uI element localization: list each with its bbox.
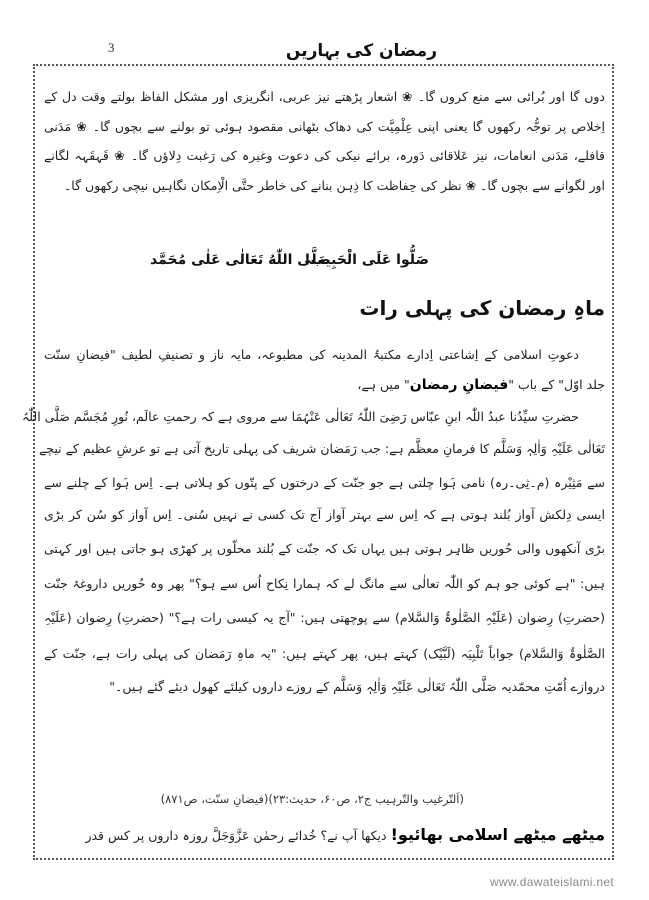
hadith-line-7: (حضرتِ) رِضوان (عَلَیْہِ الصَّلٰوۃُ وَالسَّلام) سے پوچھتی ہیں: "آج یہ کیسی رات ہے؟" (حضرتِ) رِضوان (عَلَیْہِ (44, 610, 605, 625)
hadith-line-4: ایسی دِلکش آواز بُلند ہوتی ہے کہ اِس سے بہتر آواز آج تک کسی نے نہیں سُنی۔ اِس آواز کو سُن کر بڑی (44, 507, 605, 522)
intro-line-1: دوں گا اور بُرائی سے منع کروں گا۔ ❀ اشعار پڑھتے نیز عربی، انگریزی اور مشکل الفاظ بولتے وقت دل کے (44, 89, 605, 104)
closing-lead: میٹھے میٹھے اسلامی بھائیو! (390, 825, 605, 844)
closing-line (44, 826, 605, 845)
intro-line-4: اور لگوانے سے بچوں گا۔ ❀ نظر کی حِفاظت کا ذِہن بنانے کی خاطر حتَّی الْاِمکان نگاہیں نیچی رکھوں گا۔ (63, 178, 605, 193)
hadith-reference: (اَلتّرغیب والتّرہیب ج۲، ص۶۰، حدیث:۲۳)(فیضانِ سنّت، ص۸۷۱) (160, 792, 464, 806)
chapter-title: فیضانِ رمضان (409, 377, 509, 393)
source-line-1: دعوتِ اسلامی کے اِشاعتی اِدارے مکتبۃُ المدینہ کی مطبوعہ، مایہ ناز و تصنیفِ لطیف "فیضانِ سنّت (44, 347, 579, 362)
running-title: رمضان کی بہاریں (285, 41, 437, 61)
page-number: 3 (108, 40, 115, 55)
intro-line-3: قافلے، مَدَنی انعامات، نیز عَلاقائی دَورہ، برائے نیکی کی دعوت وغیرہ کی رَغبت دِلاؤں گا۔ ❀ قَہقَہہ لگانے (44, 148, 605, 163)
hadith-line-6: ہیں: "ہے کوئی جو ہم کو اللّٰہ تعالٰی سے مانگ لے کہ ہمارا نِکاح اُس سے ہو؟" پھر وہ حُوریں داروغۂ جنّت (44, 576, 605, 591)
hadith-line-5: بڑی آنکھوں والی حُوریں ظاہِر ہوتی ہیں یہاں تک کہ جنّت کے بُلند محلّوں پر کھڑی ہو جاتی ہیں اور کہتی (44, 541, 605, 556)
salutation-salluu: صَلُّوا عَلَی الْحَبِیب! (304, 252, 429, 268)
hadith-line-9: دروازے اُمّتِ محمّدیہ صَلَّی اللّٰہُ تَعَالٰی عَلَیْہِ وَاٰلِہٖ وَسَلَّم کے روزے داروں کیلئے کھول دیئے گئے ہیں۔" (109, 679, 605, 694)
hadith-line-1: حضرتِ سیِّدُنا عبدُ اللّٰہ ابنِ عبّاس رَضِیَ اللّٰہُ تَعَالٰی عَنْہُمَا سے مروی ہے کہ رحمتِ عالَم، نُورِ مُجَسَّم صَلَّی اللّٰہُ (21, 409, 579, 424)
source-prefix: جلد اوّل" کے باب " (508, 377, 605, 392)
source-suffix: " میں ہے، (357, 377, 410, 392)
hadith-line-2: تَعَالٰی عَلَیْہِ وَاٰلِہٖ وَسَلَّم کا فرمانِ معظَّم ہے: جب رَمَضان شریف کی پہلی تاریخ آتی ہے تو عرشِ عظیم کے نیچے (38, 441, 605, 456)
website-footer: www.dawateislami.net (489, 875, 614, 889)
source-line-2 (44, 376, 605, 394)
closing-text: دیکھا آپ نے؟ خُدائے رحمٰن عَزَّوَجَلَّ روزہ داروں پر کس قدر (85, 828, 391, 843)
section-heading: ماہِ رمضان کی پہلی رات (359, 296, 605, 320)
hadith-line-3: سے مَثِیْرہ (م۔ثِی۔رہ) نامی ہَوا چلتی ہے جو جنّت کے درختوں کے پتّوں کو ہلاتی ہے۔ اِس ہَوا کے چلنے سے (44, 475, 605, 490)
salutation-durood: صَلَّی اللّٰهُ تَعَالٰی عَلٰی مُحَمَّد (150, 252, 331, 268)
hadith-line-8: الصَّلٰوۃُ وَالسَّلام) جواباً تَلْبِیَہ (لَبَّیْک) کہتے ہیں، پھر کہتے ہیں: "یہ ماہِ رَمَضان کی پہلی رات ہے، جنّت کے (44, 646, 605, 661)
intro-line-2: اِخلاص پر توجُّہ رکھوں گا یعنی اپنی عِلْمِیَّت کی دھاک بٹھانی مقصود ہوئی تو بولنے سے بچوں گا۔ ❀ مَدَنی (44, 119, 605, 134)
